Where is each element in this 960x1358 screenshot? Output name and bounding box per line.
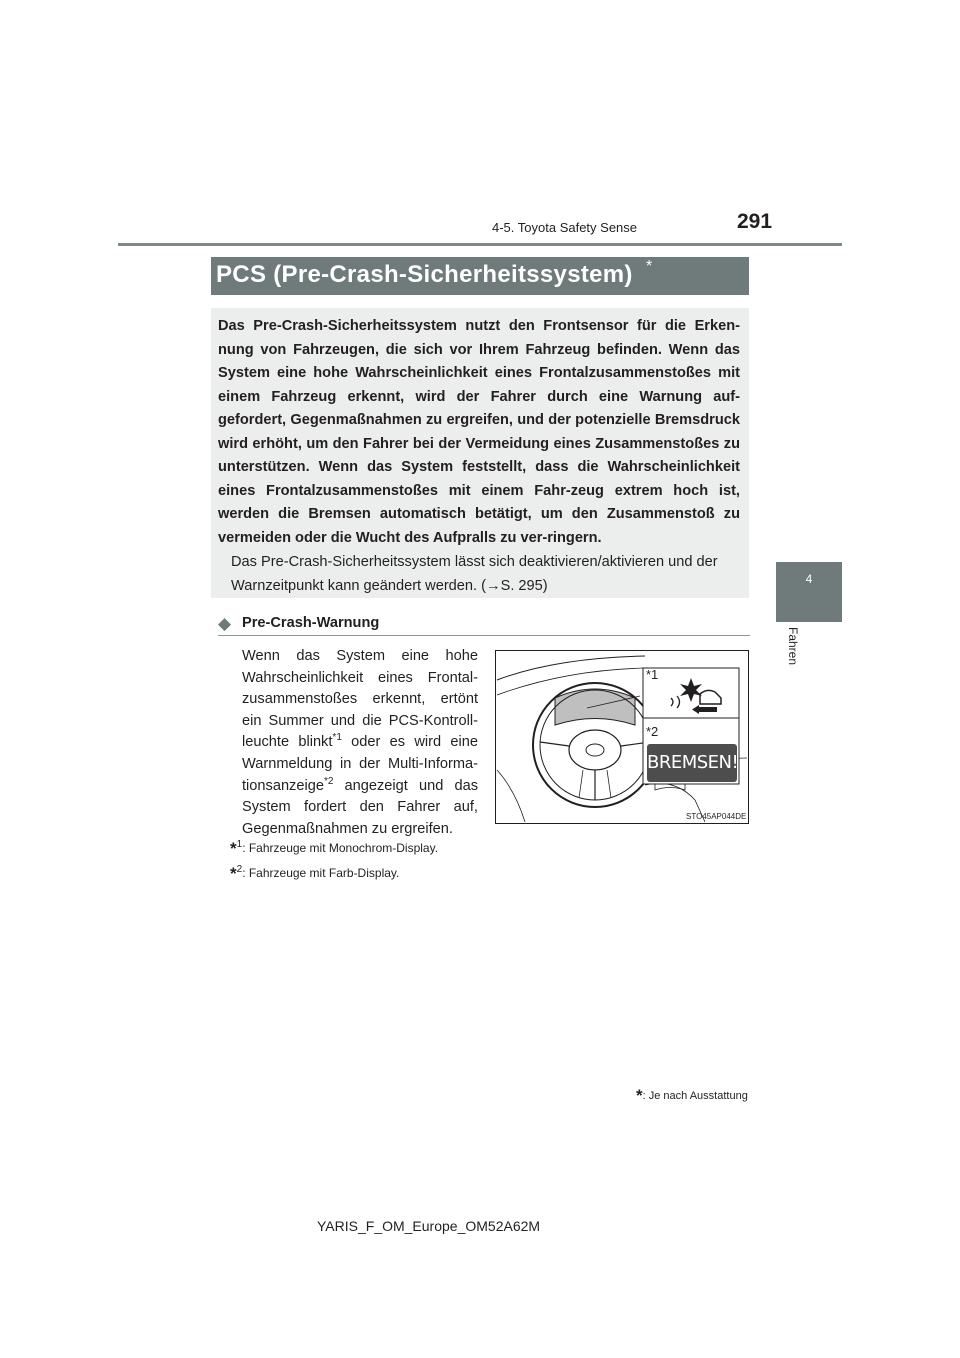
title-footnote-star: * (646, 258, 653, 275)
header-rule (118, 243, 842, 246)
intro-bold-paragraph: Das Pre-Crash-Sicherheitssystem nutzt den Frontsensor für die Erken-nung von Fahrzeugen, die sich vor Ihrem Fahrzeug befinden. Wenn das System eine hohe Wahrscheinlichkeit eines Frontalzusammenstoßes mit einem Fahrzeug erkennt, wird der Fahrer durch eine Warnung auf-gefordert, Gegenmaßnahmen zu ergreifen, und der potenzielle Bremsdruck wird erhöht, um den Fahrer bei der Vermeidung eines Zusammenstoßes zu unterstützen. Wenn das System feststellt, dass die Wahrscheinlichkeit eines Frontalzusammenstoßes mit einem Fahr-zeug extrem hoch ist, werden die Bremsen automatisch betätigt, um den Zusammenstoß zu vermeiden oder die Wucht des Aufpralls zu ver-ringern. (218, 318, 740, 546)
subheading-rule (218, 635, 750, 636)
footnote-equipment (636, 1086, 748, 1106)
dashboard-illustration (495, 650, 749, 824)
footnote-text: : Je nach Ausstattung (642, 1090, 748, 1102)
subheading: Pre-Crash-Warnung (242, 615, 380, 631)
footnote-star: * (230, 864, 237, 883)
body-text-3: angezeigt und das System fordert den Fahrer auf, Gegenmaßnahmen zu ergreifen. (242, 777, 478, 837)
footnote-1 (230, 839, 438, 859)
footnote-ref-2: *2 (323, 775, 334, 787)
diamond-icon: ◆ (218, 614, 232, 633)
brake-warning-message: BREMSEN! (647, 744, 737, 782)
footnote-star: * (636, 1086, 643, 1105)
chapter-number: 4 (805, 572, 813, 586)
footnote-ref-1: *1 (332, 732, 342, 744)
footnote-2 (230, 864, 399, 884)
illustration-code: STO45AP044DE (686, 812, 747, 821)
body-text-2: oder es wird eine Warnmeldung in der Multi-Informa-tionsanzeige (242, 734, 478, 794)
footnote-text: : Fahrzeuge mit Monochrom-Display. (242, 841, 439, 855)
chapter-label: Fahren (786, 627, 800, 666)
body-paragraph (242, 646, 478, 840)
page-title: PCS (Pre-Crash-Sicherheitssystem) (216, 261, 633, 288)
document-footer: YARIS_F_OM_Europe_OM52A62M (317, 1218, 541, 1234)
chapter-tab (776, 562, 842, 622)
page-number: 291 (737, 210, 773, 233)
body-text-1: Wenn das System eine hohe Wahrscheinlichkeit eines Frontal-zusammenstoßes erkennt, ertönt ein Summer und die PCS-Kontroll-leuchte blinkt (242, 648, 478, 751)
footnote-num: 2 (236, 864, 243, 875)
intro-note-paragraph: Das Pre-Crash-Sicherheitssystem lässt sich deaktivieren/aktivieren und der Warnzeitpunkt kann geändert werden. (→S. 295) (231, 554, 718, 594)
header-section-title: 4-5. Toyota Safety Sense (492, 220, 638, 235)
callout-star-2: *2 (646, 724, 659, 739)
footnote-num: 1 (236, 839, 243, 850)
callout-star-1: *1 (646, 667, 659, 682)
footnote-text: : Fahrzeuge mit Farb-Display. (242, 866, 400, 880)
footnote-star: * (230, 839, 237, 858)
